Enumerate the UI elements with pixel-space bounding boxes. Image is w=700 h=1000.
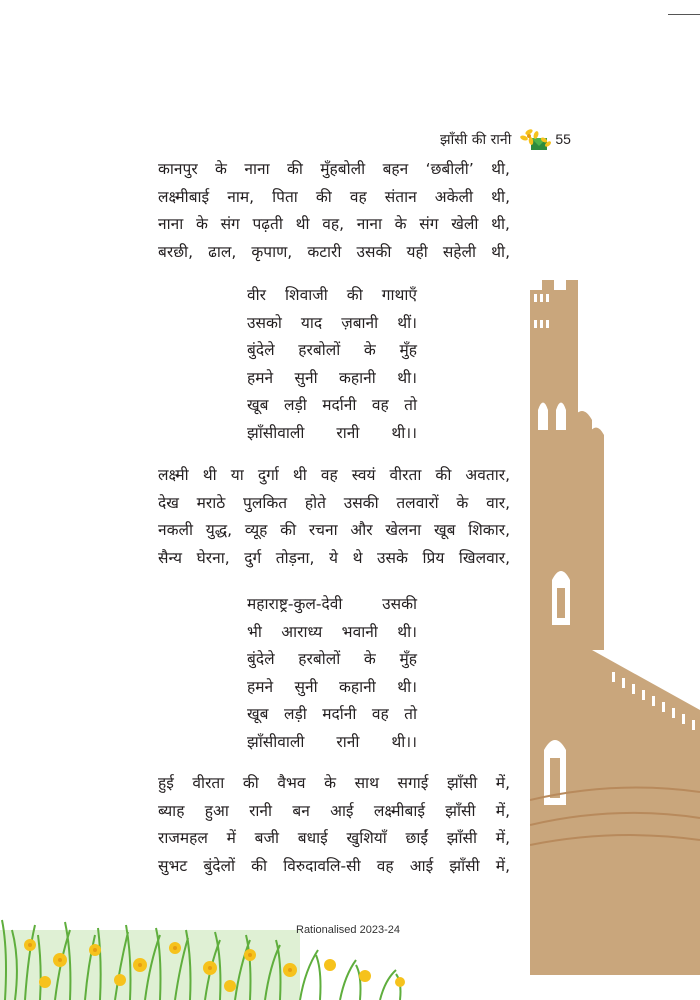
stanza-3 — [158, 770, 510, 880]
verse-line: सुभट बुंदेलों की विरुदावलि-सी वह आई झाँसी में, — [158, 856, 510, 875]
stanza-2 — [158, 462, 510, 572]
refrain-line: बुंदेले हरबोलों के मुँह — [247, 650, 417, 668]
refrain-line: महाराष्ट्र-कुल-देवी उसकी — [247, 595, 417, 613]
refrain-line: भी आराध्य भवानी थी। — [247, 622, 417, 641]
verse-line: सैन्य घेरना, दुर्ग तोड़ना, ये थे उसके प्रिय खिलवार, — [158, 548, 510, 567]
refrain-2 — [247, 591, 417, 756]
page-number: 55 — [555, 131, 571, 147]
verse-line: देख मराठे पुलकित होते उसकी तलवारों के वार, — [158, 493, 510, 512]
verse-line: हुई वीरता की वैभव के साथ सगाई झाँसी में, — [158, 774, 510, 792]
refrain-1 — [247, 282, 417, 447]
chapter-title: झाँसी की रानी — [440, 131, 512, 148]
refrain-line: झाँसीवाली रानी थी।। — [247, 423, 417, 442]
top-rule — [668, 14, 700, 15]
verse-line: ब्याह हुआ रानी बन आई लक्ष्मीबाई झाँसी में, — [158, 801, 510, 820]
verse-line: कानपुर के नाना की मुँहबोली बहन ‘छबीली’ थी, — [158, 160, 510, 178]
running-header — [440, 126, 571, 152]
refrain-line: खूब लड़ी मर्दानी वह तो — [247, 705, 417, 723]
fort-wall-illustration — [530, 280, 700, 975]
verse-line: लक्ष्मी थी या दुर्गा थी वह स्वयं वीरता की अवतार, — [158, 466, 510, 484]
refrain-line: झाँसीवाली रानी थी।। — [247, 732, 417, 751]
refrain-line: बुंदेले हरबोलों के मुँह — [247, 341, 417, 359]
refrain-line: हमने सुनी कहानी थी। — [247, 368, 417, 387]
verse-line: बरछी, ढाल, कृपाण, कटारी उसकी यही सहेली थी, — [158, 242, 510, 261]
stanza-1 — [158, 156, 510, 266]
verse-line: लक्ष्मीबाई नाम, पिता की वह संतान अकेली थी, — [158, 187, 510, 206]
refrain-line: उसको याद ज़बानी थीं। — [247, 313, 417, 332]
verse-line: नाना के संग पढ़ती थी वह, नाना के संग खेली थी, — [158, 215, 510, 233]
refrain-line: खूब लड़ी मर्दानी वह तो — [247, 396, 417, 414]
refrain-line: वीर शिवाजी की गाथाएँ — [247, 286, 417, 304]
refrain-line: हमने सुनी कहानी थी। — [247, 677, 417, 696]
footer-note: Rationalised 2023-24 — [296, 924, 400, 936]
verse-line: राजमहल में बजी बधाई खुशियाँ छाईं झाँसी में, — [158, 829, 510, 847]
verse-line: नकली युद्ध, व्यूह की रचना और खेलना खूब शिकार, — [158, 521, 510, 539]
flower-icon — [517, 126, 551, 152]
